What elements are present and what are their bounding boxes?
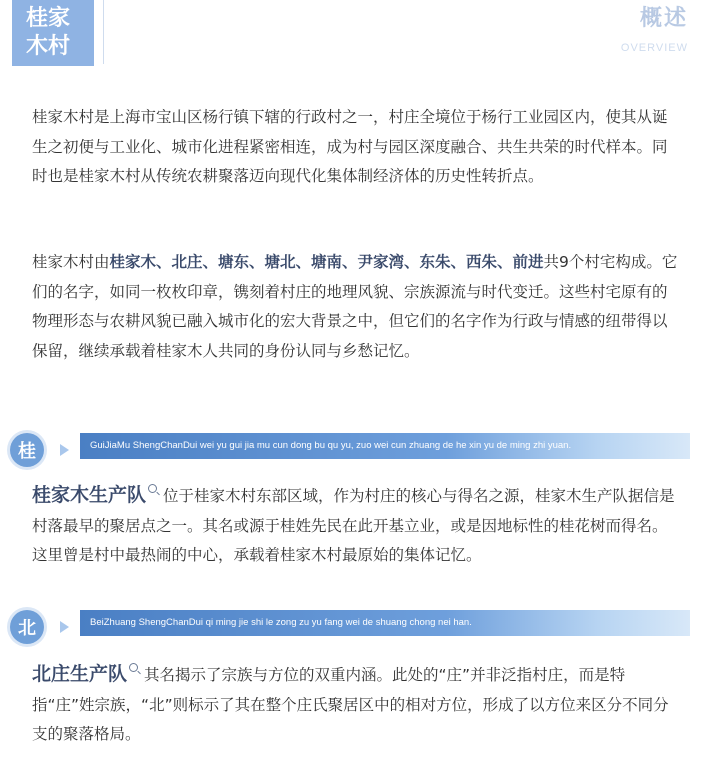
- section-name: 桂家木生产队: [32, 484, 147, 506]
- section-paragraph-guijiamu: [32, 481, 680, 571]
- section-name: 北庄生产队: [32, 663, 128, 685]
- section-banner-beizhuang: [10, 610, 690, 644]
- intro-p2-suffix: 共9个村宅构成。它们的名字，如同一枚枚印章，镌刻着村庄的地理风貌、宗族源流与时代变迁。这些村宅原有的物理形态与农耕风貌已融入城市化的宏大背景之中，但它们的名字作为行政与情感的纽带得以保留，继续承载着桂家木人共同的身份认同与乡愁记忆。: [32, 253, 678, 360]
- village-names: 桂家木、北庄、塘东、塘北、塘南、尹家湾、东朱、西朱、前进: [109, 253, 544, 271]
- pinyin-bar: GuiJiaMu ShengChanDui wei yu gui jia mu cun dong bu qu yu, zuo wei cun zhuang de he xin yu de ming zhi yuan.: [80, 433, 690, 459]
- village-title: [12, 0, 94, 66]
- section-badge: 桂: [10, 433, 44, 467]
- section-heading-zh: 概述: [639, 6, 688, 31]
- section-banner-guijiamu: [10, 433, 690, 467]
- intro-paragraph-2: [32, 248, 680, 366]
- title-divider: [103, 0, 104, 64]
- intro-p2-prefix: 桂家木村由: [32, 253, 110, 271]
- section-badge: 北: [10, 610, 44, 644]
- play-arrow-icon: [60, 621, 69, 633]
- intro-paragraph-1: 桂家木村是上海市宝山区杨行镇下辖的行政村之一，村庄全境位于杨行工业园区内，使其从诞生之初便与工业化、城市化进程紧密相连，成为村与园区深度融合、共生共荣的时代样本。同时也是桂家木村从传统农耕聚落迈向现代化集体制经济体的历史性转折点。: [32, 108, 668, 185]
- village-title-line1: 桂家: [26, 6, 71, 31]
- play-arrow-icon: [60, 444, 69, 456]
- section-text: 其名揭示了宗族与方位的双重内涵。此处的“庄”并非泛指村庄，而是特指“庄”姓宗族，“北”则标示了其在整个庄氏聚居区中的相对方位，形成了以方位来区分不同分支的聚落格局。: [32, 666, 669, 743]
- section-heading-en: OVERVIEW: [620, 42, 688, 54]
- village-title-line2: 木村: [26, 34, 71, 59]
- section-text: 位于桂家木村东部区域，作为村庄的核心与得名之源，桂家木生产队据信是村落最早的聚居点之一。其名或源于桂姓先民在此开基立业，或是因地标性的桂花树而得名。这里曾是村中最热闹的中心，承载着桂家木村最原始的集体记忆。: [32, 487, 675, 564]
- section-paragraph-beizhuang: [32, 660, 680, 750]
- pinyin-bar: BeiZhuang ShengChanDui qi ming jie shi le zong zu yu fang wei de shuang chong nei han.: [80, 610, 690, 636]
- search-icon: [129, 663, 138, 672]
- search-icon: [148, 484, 157, 493]
- section-heading: [621, 4, 688, 54]
